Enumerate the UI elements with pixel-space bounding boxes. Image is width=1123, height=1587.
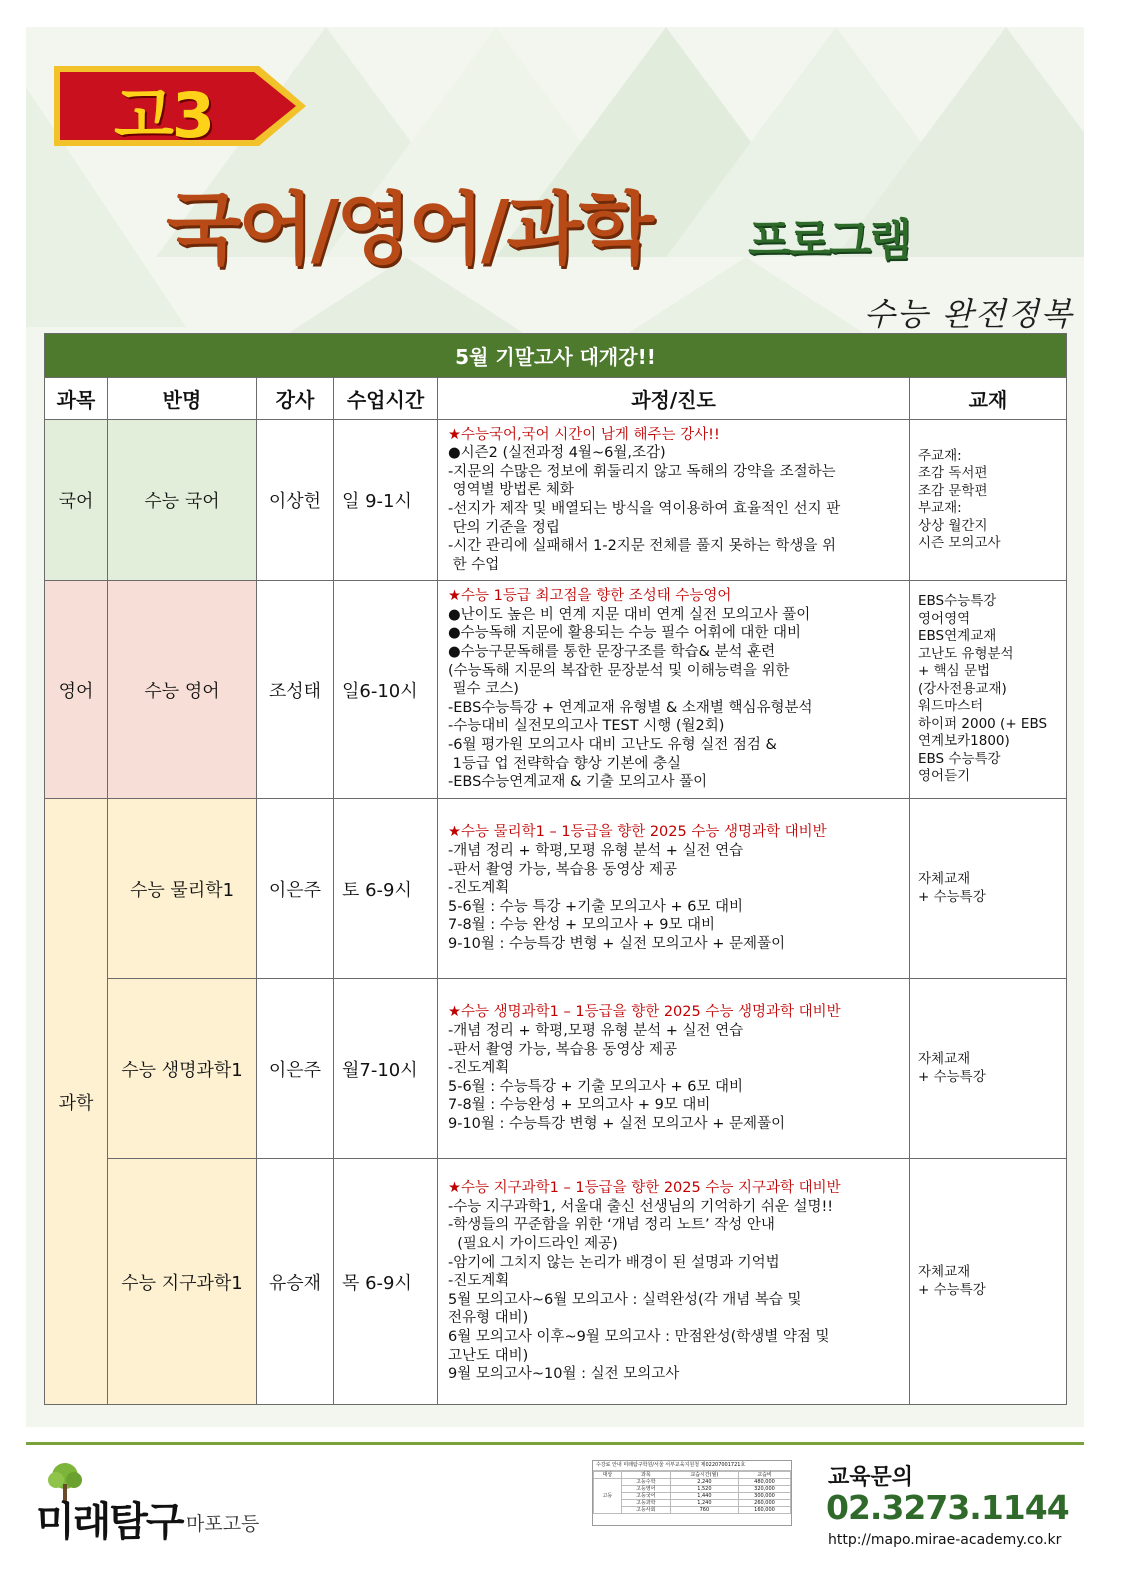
course-cell [438,420,910,581]
course-line: -판서 촬영 가능, 복습용 동영상 제공 [448,861,677,878]
course-line: 5월 모의고사~6월 모의고사 : 실력완성(각 개념 복습 및 [448,1291,802,1308]
textbook-line: 부교재: [918,500,962,516]
textbook-line: 상상 월간지 [918,517,988,534]
textbook-line: EBS연계교재 [918,628,997,645]
teacher-cell: 이은주 [257,979,334,1159]
subject-cell: 국어 [45,420,108,581]
course-line: 9월 모의고사~10월 : 실전 모의고사 [448,1366,680,1383]
fee-header: 교습비 [738,1472,790,1479]
course-line: ●시즌2 (실전과정 4월~6월,조감) [448,445,666,462]
course-line: -학생들의 꾸준함을 위한 ‘개념 정리 노트’ 작성 안내 [448,1217,775,1234]
slogan: 수능 완전정복 [864,295,1074,333]
course-line: -진도계획 [448,1060,510,1077]
course-line: 9-10월 : 수능특강 변형 + 실전 모의고사 + 문제풀이 [448,935,786,952]
course-line: 전유형 대비) [448,1310,529,1327]
col-header-course: 과정/진도 [438,378,910,420]
course-cell [438,799,910,979]
col-header-teacher: 강사 [257,378,334,420]
course-line: 5-6월 : 수능 특강 +기출 모의고사 + 6모 대비 [448,898,744,915]
fee-cell: 260,000 [738,1500,790,1507]
course-line: 6월 모의고사 이후~9월 모의고사 : 만점완성(학생별 약점 및 [448,1328,830,1345]
textbook-line: 하이퍼 2000 (+ EBS [918,715,1048,732]
textbook-line: 연계보카1800) [918,733,1010,750]
course-line: -암기에 그치지 않는 논리가 배경이 된 설명과 기억법 [448,1254,780,1271]
course-line: -선지가 제작 및 배열되는 방식을 역이용하여 효율적인 선지 판 [448,501,841,517]
fee-cell: 160,000 [738,1507,790,1514]
course-line: (수능독해 지문의 복잡한 문장분석 및 이해능력을 위한 [448,662,790,679]
class-cell: 수능 국어 [108,420,257,581]
course-line: 필수 코스) [448,681,519,698]
course-line: 한 수업 [448,556,500,573]
fee-header: 과목 [621,1472,670,1479]
grade-badge [54,62,309,150]
contact-label: 교육문의 [828,1465,914,1490]
textbook-line: 자체교재 [918,871,971,887]
table-row-earth-science [45,1159,1067,1405]
fee-cell: 고등국어 [621,1493,670,1500]
time-cell: 일6-10시 [334,581,438,799]
textbook-line: 자체교재 [918,1051,971,1067]
textbook-line: + 수능특강 [918,1068,986,1085]
table-banner: 5월 기말고사 대개강!! [45,334,1067,378]
course-highlight: ★수능국어,국어 시간이 남게 해주는 강사!! [448,426,720,443]
textbook-cell [910,979,1067,1159]
teacher-cell: 이상헌 [257,420,334,581]
fee-cell: 320,000 [738,1486,790,1493]
teacher-cell: 유승재 [257,1159,334,1405]
time-cell: 목 6-9시 [334,1159,438,1405]
page-title: 국어/영어/과학 [166,185,652,275]
table-row-biology [45,979,1067,1159]
fee-notice [592,1460,792,1526]
fee-cell: 480,000 [738,1479,790,1486]
course-line: -판서 촬영 가능, 복습용 동영상 제공 [448,1041,677,1058]
course-line: -진도계획 [448,880,510,897]
course-cell [438,1159,910,1405]
col-header-class: 반명 [108,378,257,420]
fee-cell: 1,520 [670,1486,738,1493]
textbook-line: 시즌 모의고사 [918,535,1001,551]
textbook-cell [910,799,1067,979]
course-line: 고난도 대비) [448,1347,529,1364]
textbook-cell [910,1159,1067,1405]
subject-cell: 과학 [45,799,108,1405]
course-line: ●수능구문독해를 통한 문장구조를 학습& 분석 훈련 [448,644,776,661]
course-line: -EBS수능특강 + 연계교재 유형별 & 소재별 핵심유형분석 [448,699,813,716]
teacher-cell: 이은주 [257,799,334,979]
textbook-line: 워드마스터 [918,698,984,715]
table-header-row [45,378,1067,420]
course-line: -6월 평가원 모의고사 대비 고난도 유형 실전 점검 & [448,736,777,753]
fee-group: 고등 [594,1479,622,1514]
brand-name: 미래탐구 [36,1499,183,1545]
class-cell: 수능 지구과학1 [108,1159,257,1405]
textbook-line: EBS 수능특강 [918,750,1001,767]
col-header-textbook: 교재 [910,378,1067,420]
course-line: 1등급 업 전략학습 향상 기본에 충실 [448,755,681,772]
fee-table [593,1471,791,1514]
course-line: 단의 기준을 정립 [448,519,560,536]
textbook-line: 조감 문학편 [918,482,988,499]
fee-cell: 760 [670,1507,738,1514]
fee-header: 교습시간(월) [670,1472,738,1479]
textbook-line: + 수능특강 [918,888,986,905]
table-row-korean [45,420,1067,581]
fee-cell: 1,240 [670,1500,738,1507]
course-highlight: ★수능 지구과학1 – 1등급을 향한 2025 수능 지구과학 대비반 [448,1180,841,1197]
table-row-physics [45,799,1067,979]
textbook-line: 주교재: [918,447,962,464]
course-line: -개념 정리 + 학평,모평 유형 분석 + 실전 연습 [448,843,744,860]
fee-cell: 300,000 [738,1493,790,1500]
course-cell [438,979,910,1159]
fee-cell: 1,440 [670,1493,738,1500]
course-line: 7-8월 : 수능 완성 + 모의고사 + 9모 대비 [448,917,716,934]
course-line: (필요시 가이드라인 제공) [448,1236,618,1253]
fee-header: 대상 [594,1472,622,1479]
brand-branch: 마포고등 [186,1513,260,1535]
course-line: -지문의 수많은 정보에 휘둘리지 않고 독해의 강약을 조절하는 [448,463,836,480]
fee-notice-title: 수강료 안내 미래탐구학원/서울 서부교육지원청 제02207001721호 [593,1461,791,1471]
fee-cell: 고등영어 [621,1486,670,1493]
textbook-line: 영어듣기 [918,768,971,785]
textbook-line: (강사전용교재) [918,680,1007,697]
footer-divider [26,1442,1084,1445]
website-link[interactable]: http://mapo.mirae-academy.co.kr [828,1532,1062,1548]
textbook-line: + 핵심 문법 [918,663,991,680]
textbook-line: 고난도 유형분석 [918,645,1014,662]
course-highlight: ★수능 물리학1 – 1등급을 향한 2025 수능 생명과학 대비반 [448,824,827,841]
course-line: ●난이도 높은 비 연계 지문 대비 연계 실전 모의고사 풀이 [448,606,811,623]
table-row-english [45,581,1067,799]
course-line: -시간 관리에 실패해서 1-2지문 전체를 풀지 못하는 학생을 위 [448,538,836,555]
textbook-line: 조감 독서편 [918,465,988,481]
time-cell: 토 6-9시 [334,799,438,979]
class-cell: 수능 영어 [108,581,257,799]
col-header-time: 수업시간 [334,378,438,420]
course-line: 7-8월 : 수능완성 + 모의고사 + 9모 대비 [448,1097,711,1114]
textbook-line: 영어영역 [918,610,971,627]
course-line: -개념 정리 + 학평,모평 유형 분석 + 실전 연습 [448,1023,744,1040]
textbook-cell [910,581,1067,799]
course-line: 9-10월 : 수능특강 변형 + 실전 모의고사 + 문제풀이 [448,1115,786,1132]
course-line: -진도계획 [448,1273,510,1290]
course-cell [438,581,910,799]
fee-cell: 고등사회 [621,1507,670,1514]
grade-label: 고3 [114,79,214,152]
contact-phone[interactable]: 02.3273.1144 [826,1488,1069,1527]
time-cell: 월7-10시 [334,979,438,1159]
teacher-cell: 조성태 [257,581,334,799]
textbook-line: EBS수능특강 [918,593,997,610]
subject-cell: 영어 [45,581,108,799]
course-line: -수능 지구과학1, 서울대 출신 선생님의 기억하기 쉬운 설명!! [448,1198,834,1215]
schedule-table [44,333,1067,1405]
time-cell: 일 9-1시 [334,420,438,581]
textbook-cell [910,420,1067,581]
page-subtitle: 프로그램 [748,215,911,266]
course-line: 5-6월 : 수능특강 + 기출 모의고사 + 6모 대비 [448,1078,744,1095]
course-line: -EBS수능연계교재 & 기출 모의고사 풀이 [448,774,708,791]
course-highlight: ★수능 1등급 최고점을 향한 조성태 수능영어 [448,588,732,605]
fee-cell: 고등과학 [621,1500,670,1507]
course-line: -수능대비 실전모의고사 TEST 시행 (월2회) [448,718,725,735]
course-line: 영역별 방법론 체화 [448,482,574,499]
class-cell: 수능 물리학1 [108,799,257,979]
textbook-line: + 수능특강 [918,1281,986,1298]
textbook-line: 자체교재 [918,1264,971,1280]
fee-cell: 2,240 [670,1479,738,1486]
class-cell: 수능 생명과학1 [108,979,257,1159]
fee-cell: 고등수학 [621,1479,670,1486]
course-line: ●수능독해 지문에 활용되는 수능 필수 어휘에 대한 대비 [448,625,802,642]
course-highlight: ★수능 생명과학1 – 1등급을 향한 2025 수능 생명과학 대비반 [448,1004,841,1021]
col-header-subject: 과목 [45,378,108,420]
